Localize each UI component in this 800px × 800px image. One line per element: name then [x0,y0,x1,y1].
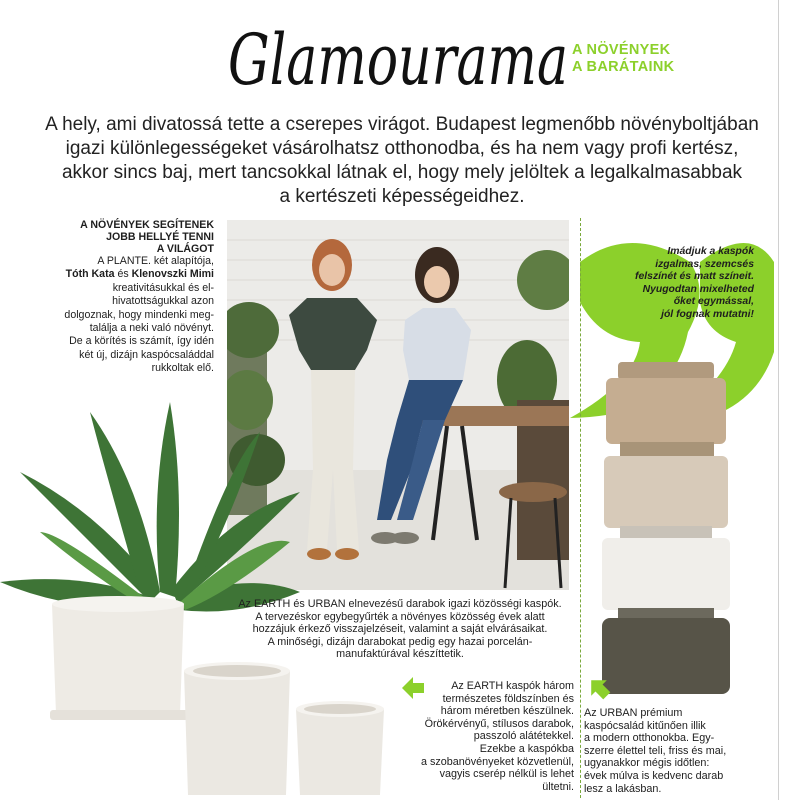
earth-line: ültetni. [542,780,574,793]
founders-line [4,268,214,281]
body-line: rukkoltak elő. [151,362,214,375]
earth-line: vagyis cserép nélkül is lehet [439,768,574,781]
quote-line: jól fognak mutatni! [661,308,754,320]
body-line: találja a neki való növényt. [89,322,214,335]
intro-line: A hely, ami divatossá tette a cserepes virágot. Budapest legmenőbb növényboltjában [45,114,759,135]
photo-caption [226,598,574,661]
earth-line: három méretben készülnek. [440,705,574,718]
earth-pots-image [180,655,390,800]
heading-line: A VILÁGOT [156,243,214,255]
body-line: dolgoznak, hogy mindenki meg- [64,308,214,321]
arrow-up-icon [586,675,612,701]
caption-line: manufaktúrával készíttetik. [336,648,464,661]
pull-quote [600,246,754,322]
intro-line: akkor sincs baj, mert tancsokkal látnak el, hogy mely jelöltek a legalkalmasabbak [61,162,743,183]
urban-line: lesz a lakásban. [584,782,662,795]
urban-description [584,707,780,795]
earth-line: passzoló alátétekkel. [473,730,574,743]
urban-line: kaspócsalád kitűnően illik [584,719,706,732]
urban-pot-image [600,358,732,696]
quote-line: Imádjuk a kaspók [667,246,754,257]
quote-line: Nyugodtan mixelheted [642,283,754,295]
intro-line: a kertészeti képességeidhez. [279,186,525,207]
urban-line: szerre élettel teli, friss és mai, [584,744,727,757]
title-text: Glamourama [228,19,568,101]
left-column-heading [14,219,214,255]
body-line: két új, dizájn kaspócsaláddal [79,348,214,361]
body-line: kreativitásukkal és el- [112,281,214,294]
urban-line: évek múlva is kedvenc darab [584,769,724,782]
urban-line: ugyanakkor mégis időtlen: [584,757,710,770]
body-line: De a körítés is számít, így idén [69,335,214,348]
earth-description [386,680,574,793]
quote-line: izgalmas, szemcsés [655,258,754,270]
earth-line: a szobanövényeket közvetlenül, [420,755,574,768]
earth-line: természetes földszínben és [442,692,574,705]
heading-line: JOBB HELLYÉ TENNI [106,231,214,243]
founder-name-2: Klenovszki Mimi [131,268,214,281]
left-column-body [4,255,214,376]
and-word: és [114,268,132,281]
body-line: A PLANTE. két alapítója, [97,255,214,267]
section-tag-line-2: A BARÁTAINK [572,59,675,75]
caption-line: A tervezéskor egybegyűrték a növényes közösség évek alatt [255,610,545,623]
founder-name-1: Tóth Kata [65,268,115,281]
urban-line: Az URBAN prémium [584,707,683,719]
heading-line: A NÖVÉNYEK SEGÍTENEK [80,219,214,231]
caption-line: hozzájuk érkező visszajelzéseit, valamint a saját elvárásaikat. [252,623,548,636]
section-tag-line-1: A NÖVÉNYEK [572,42,671,58]
intro-line: igazi különlegességeket vásárolhatsz otthonodba, és ha nem vagy profi kertész, [65,138,739,159]
earth-line: Az EARTH kaspók három [451,680,574,692]
earth-line: Ezekbe a kaspókba [479,742,574,755]
column-divider [580,218,581,798]
quote-line: felszínét és matt színeit. [635,271,754,283]
body-line: hivatottságukkal azon [112,295,214,308]
urban-line: a modern otthonokba. Egy- [584,732,715,745]
quote-line: őket egymással, [673,296,754,308]
earth-line: Örökérvényű, stílusos darabok, [424,717,574,730]
caption-line: Az EARTH és URBAN elnevezésű darabok igazi közösségi kaspók. [238,598,562,610]
caption-line: A minőségi, dizájn darabokat pedig egy hazai porcelán- [267,635,533,648]
intro-paragraph [40,113,764,209]
magazine-title [226,16,571,102]
